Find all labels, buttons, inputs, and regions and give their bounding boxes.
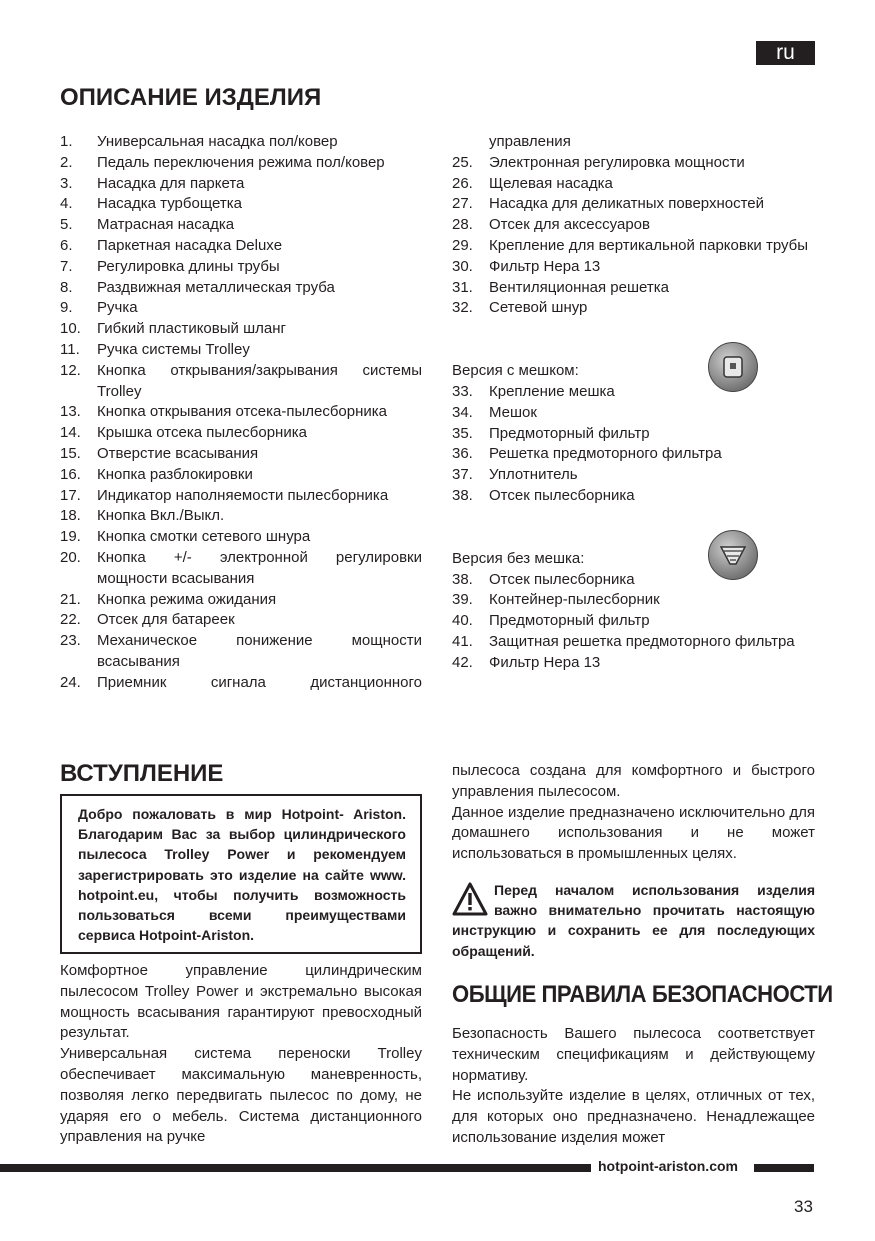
parts-list-right: [452, 132, 815, 674]
item-text: Кнопка +/- электронной регулировки мощности всасывания: [97, 548, 422, 587]
list-item: [452, 444, 815, 465]
item-number: 28.: [452, 216, 473, 234]
safety-text: [452, 1024, 815, 1149]
item-number: 27.: [452, 195, 473, 213]
item-number: 30.: [452, 257, 473, 275]
welcome-box: Добро пожаловать в мир Hotpoint- Ariston. Благодарим Вас за выбор цилиндрического пылесоса Trolley Power и рекомендуем зарегистрировать это изделие на сайте www. hotpoint.eu, чтобы получить возможность пользоваться всеми преимуществами сервиса Hotpoint-Ariston.: [60, 794, 422, 954]
list-item: [452, 486, 815, 507]
list-item: [60, 236, 422, 257]
item-number: 3.: [60, 174, 73, 192]
item-text: Крышка отсека пылесборника: [97, 424, 307, 442]
item-number: 34.: [452, 403, 473, 421]
language-badge: ru: [756, 41, 815, 65]
item-text: Регулировка длины трубы: [97, 257, 280, 275]
item-text: Приемник сигнала дистанционного: [97, 673, 422, 691]
part-24-continuation: управления: [489, 133, 571, 150]
item-number: 35.: [452, 424, 473, 442]
item-text: Предмоторный фильтр: [489, 612, 650, 630]
item-number: 33.: [452, 382, 473, 400]
intro-text-right: [452, 761, 815, 865]
item-text: Вентиляционная решетка: [489, 278, 669, 296]
list-item: [60, 506, 422, 527]
list-item: [452, 424, 815, 445]
item-number: 10.: [60, 320, 81, 338]
item-text: Гибкий пластиковый шланг: [97, 320, 286, 338]
item-text: Защитная решетка предмоторного фильтра: [489, 632, 795, 650]
item-text: Кнопка смотки сетевого шнура: [97, 528, 311, 546]
list-item: [452, 465, 815, 486]
item-number: 42.: [452, 653, 473, 671]
item-text: Насадка для паркета: [97, 174, 245, 192]
item-text: Матрасная насадка: [97, 216, 235, 234]
list-item: [452, 298, 815, 319]
intro-paragraph: Данное изделие предназначено исключительно для домашнего использования и не может использоваться в промышленных целях.: [452, 803, 815, 863]
list-item: [60, 194, 422, 215]
item-text: Сетевой шнур: [489, 299, 588, 317]
item-number: 37.: [452, 466, 473, 484]
item-text: Фильтр Hepa 13: [489, 257, 601, 275]
item-number: 21.: [60, 590, 81, 608]
list-item: [452, 590, 815, 611]
item-number: 17.: [60, 486, 81, 504]
item-text: Решетка предмоторного фильтра: [489, 445, 722, 463]
list-item: [60, 361, 422, 403]
intro-paragraph: Универсальная система переноски Trolley обеспечивает максимальную маневренность, позволяя легко передвигать пылесос по дому, не ударяя его о мебель. Система дистанционного управления на ручке: [60, 1045, 422, 1146]
item-text: Кнопка разблокировки: [97, 465, 253, 483]
cyclone-icon: [708, 530, 758, 580]
item-text: Индикатор наполняемости пылесборника: [97, 486, 389, 504]
item-number: 5.: [60, 216, 73, 234]
item-text: Кнопка открывания/закрывания системы Trolley: [97, 361, 422, 400]
item-text: Крепление для вертикальной парковки трубы: [489, 236, 809, 254]
intro-text-left: [60, 961, 422, 1148]
item-text: Механическое понижение мощности всасывания: [97, 632, 422, 670]
safety-title: ОБЩИЕ ПРАВИЛА БЕЗОПАСНОСТИ: [452, 981, 833, 1008]
list-item: [60, 257, 422, 278]
list-item: [60, 278, 422, 299]
item-number: 16.: [60, 465, 81, 483]
warning-triangle-icon: [452, 882, 488, 916]
bagless-version-label: Версия без мешка:: [452, 549, 585, 567]
list-item: [60, 444, 422, 465]
item-number: 14.: [60, 424, 81, 442]
item-number: 31.: [452, 278, 473, 296]
footer-website: hotpoint-ariston.com: [598, 1158, 738, 1174]
list-item: [60, 132, 422, 153]
item-text: Педаль переключения режима пол/ковер: [97, 153, 385, 171]
item-text: Крепление мешка: [489, 382, 615, 400]
list-item: [60, 340, 422, 361]
item-text: Универсальная насадка пол/ковер: [97, 133, 338, 150]
list-item: [60, 402, 422, 423]
list-item: [452, 236, 815, 257]
item-number: 38.: [452, 486, 473, 504]
page-number: 33: [794, 1197, 813, 1216]
item-text: Кнопка открывания отсека-пылесборника: [97, 403, 388, 421]
footer-bar-right: [754, 1164, 814, 1172]
list-item: [60, 465, 422, 486]
intro-paragraph: пылесоса создана для комфортного и быстрого управления пылесосом.: [452, 762, 815, 800]
item-number: 41.: [452, 632, 473, 650]
item-text: Раздвижная металлическая труба: [97, 278, 335, 296]
item-text: Мешок: [489, 403, 537, 421]
item-text: Отсек для аксессуаров: [489, 216, 650, 234]
item-text: Электронная регулировка мощности: [489, 153, 745, 171]
safety-paragraph: Не используйте изделие в целях, отличных от тех, для которых оно предназначено. Ненадлежащее использование изделия может: [452, 1087, 815, 1146]
list-item: [452, 570, 815, 591]
list-item: [452, 611, 815, 632]
list-item: [60, 527, 422, 548]
item-number: 40.: [452, 612, 473, 630]
item-text: Ручка: [97, 299, 138, 317]
item-number: 6.: [60, 236, 73, 254]
list-item: [452, 215, 815, 236]
intro-title: ВСТУПЛЕНИЕ: [60, 760, 224, 787]
list-item: [60, 174, 422, 195]
item-number: 7.: [60, 257, 73, 275]
item-text: Отверстие всасывания: [97, 444, 259, 462]
list-item: [452, 278, 815, 299]
warning-text: Перед началом использования изделия важно внимательно прочитать настоящую инструкцию и сохранить ее для последующих обращений.: [452, 882, 815, 959]
item-text: Кнопка режима ожидания: [97, 590, 277, 608]
list-item: [452, 632, 815, 653]
item-text: Насадка турбощетка: [97, 195, 242, 213]
list-item: [60, 486, 422, 507]
item-number: 32.: [452, 299, 473, 317]
list-item: [452, 174, 815, 195]
warning-block: [452, 880, 815, 961]
parts-list-left: [60, 132, 422, 694]
item-number: 25.: [452, 153, 473, 171]
safety-paragraph: Безопасность Вашего пылесоса соответствует техническим спецификациям и действующему нормативу.: [452, 1025, 815, 1084]
list-item: [452, 382, 815, 403]
item-number: 9.: [60, 299, 73, 317]
list-item: [60, 631, 422, 673]
item-number: 4.: [60, 195, 73, 213]
list-item: [60, 548, 422, 590]
item-number: 23.: [60, 632, 81, 650]
item-text: Паркетная насадка Deluxe: [97, 236, 283, 254]
list-item: [60, 319, 422, 340]
list-item: [60, 298, 422, 319]
list-item: [60, 590, 422, 611]
item-number: 18.: [60, 507, 81, 525]
item-number: 29.: [452, 236, 473, 254]
list-item: [60, 423, 422, 444]
item-number: 20.: [60, 548, 81, 566]
item-number: 1.: [60, 133, 73, 150]
item-text: Фильтр Hepa 13: [489, 653, 601, 671]
footer-bar-left: [0, 1164, 591, 1172]
item-number: 26.: [452, 174, 473, 192]
list-item: [452, 194, 815, 215]
item-number: 36.: [452, 445, 473, 463]
item-number: 22.: [60, 611, 81, 629]
item-number: 12.: [60, 361, 81, 379]
list-item: [60, 215, 422, 236]
item-text: Контейнер-пылесборник: [489, 591, 660, 609]
item-text: Предмоторный фильтр: [489, 424, 650, 442]
item-number: 15.: [60, 444, 81, 462]
item-text: Отсек пылесборника: [489, 486, 635, 504]
item-text: Отсек пылесборника: [489, 570, 635, 588]
list-item: [452, 257, 815, 278]
item-text: Кнопка Вкл./Выкл.: [97, 507, 225, 525]
dust-bag-icon: [708, 342, 758, 392]
item-number: 39.: [452, 591, 473, 609]
list-item: [452, 403, 815, 424]
list-item: [452, 653, 815, 674]
list-item: [60, 673, 422, 694]
item-number: 38.: [452, 570, 473, 588]
bag-version-label: Версия с мешком:: [452, 362, 579, 380]
item-number: 19.: [60, 528, 81, 546]
list-item: [60, 153, 422, 174]
item-number: 11.: [60, 340, 80, 358]
item-number: 2.: [60, 153, 73, 171]
list-item: [452, 153, 815, 174]
item-text: Щелевая насадка: [489, 174, 613, 192]
list-item: [60, 610, 422, 631]
description-title: ОПИСАНИЕ ИЗДЕЛИЯ: [60, 84, 322, 111]
item-number: 24.: [60, 673, 81, 691]
intro-paragraph: Комфортное управление цилиндрическим пылесосом Trolley Power и экстремально высокая мощность всасывания гарантируют превосходный результат.: [60, 962, 422, 1042]
item-number: 13.: [60, 403, 81, 421]
item-number: 8.: [60, 278, 73, 296]
item-text: Отсек для батареек: [97, 611, 235, 629]
item-text: Уплотнитель: [489, 466, 578, 484]
item-text: Насадка для деликатных поверхностей: [489, 195, 765, 213]
item-text: Ручка системы Trolley: [97, 340, 250, 358]
